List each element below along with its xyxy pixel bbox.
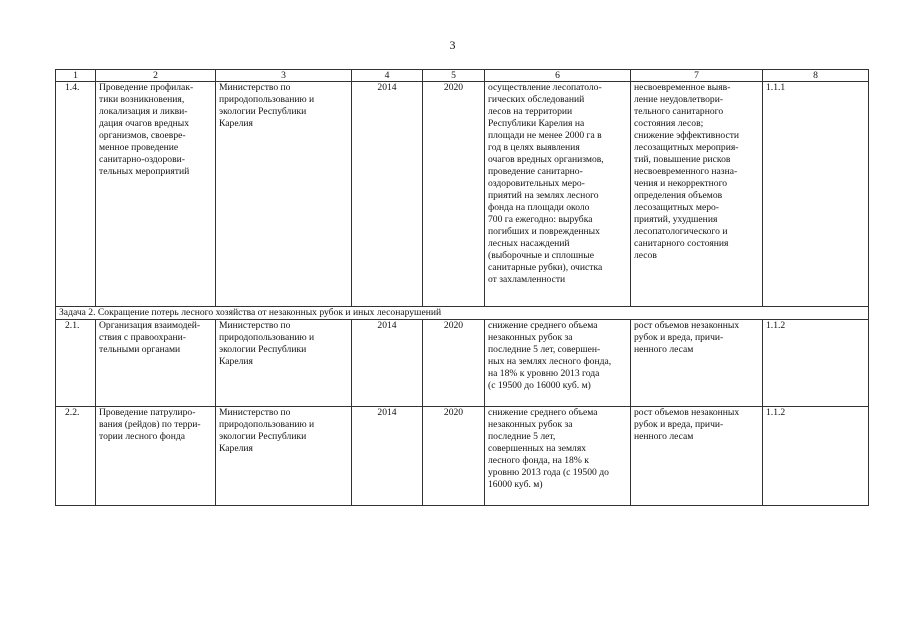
table-row bbox=[56, 320, 869, 407]
column-number-6: 6 bbox=[485, 70, 631, 82]
task-2-title: Задача 2. Сокращение потерь лесного хозяйства от незаконных рубок и иных лесонарушений bbox=[56, 307, 869, 320]
table-row bbox=[56, 407, 869, 506]
measure-number: 1.4. bbox=[56, 82, 96, 307]
column-number-4: 4 bbox=[352, 70, 423, 82]
column-number-3: 3 bbox=[216, 70, 352, 82]
measure-activity: Проведение профилак- тики возникновения, локализация и ликви- дация очагов вредных организмов, своевре- менное проведение санитарно-оздорови- тельных мероприятий bbox=[96, 82, 216, 307]
column-number-5: 5 bbox=[423, 70, 485, 82]
measure-end-year: 2020 bbox=[423, 82, 485, 307]
measures-table bbox=[55, 69, 869, 506]
measure-start-year: 2014 bbox=[352, 320, 423, 407]
measure-expected-result: снижение среднего объема незаконных рубок за последние 5 лет, совершен- ных на землях лесного фонда, на 18% к уровню 2013 года (с 19500 до 16000 куб. м) bbox=[485, 320, 631, 407]
measure-expected-result: снижение среднего объема незаконных рубок за последние 5 лет, совершенных на землях лесного фонда, на 18% к уровню 2013 года (с 19500 до 16000 куб. м) bbox=[485, 407, 631, 506]
column-number-7: 7 bbox=[631, 70, 763, 82]
measure-indicator: 1.1.2 bbox=[763, 407, 869, 506]
measure-consequences: рост объемов незаконных рубок и вреда, причи- ненного лесам bbox=[631, 320, 763, 407]
column-number-1: 1 bbox=[56, 70, 96, 82]
measure-consequences: несвоевременное выяв- ление неудовлетвори- тельного санитарного состояния лесов; снижение эффективности лесозащитных мероприя- тий, повышение рисков несвоевременного назна- чения и некорректного определения объемов лесозащитных меро- приятий, ухудшения лесопатологического и санитарного состояния лесов bbox=[631, 82, 763, 307]
measure-indicator: 1.1.2 bbox=[763, 320, 869, 407]
measure-number: 2.2. bbox=[56, 407, 96, 506]
measure-indicator: 1.1.1 bbox=[763, 82, 869, 307]
column-number-2: 2 bbox=[96, 70, 216, 82]
measure-start-year: 2014 bbox=[352, 407, 423, 506]
column-number-8: 8 bbox=[763, 70, 869, 82]
measure-end-year: 2020 bbox=[423, 407, 485, 506]
measure-end-year: 2020 bbox=[423, 320, 485, 407]
measure-number: 2.1. bbox=[56, 320, 96, 407]
measure-executor: Министерство по природопользованию и экологии Республики Карелия bbox=[216, 320, 352, 407]
measure-expected-result: осуществление лесопатоло- гических обследований лесов на территории Республики Карелия на площади не менее 2000 га в год в целях выявления очагов вредных организмов, проведение санитарно- оздоровительных меро- приятий на землях лесного фонда на площади около 700 га ежегодно: вырубка погибших и поврежденных лесных насаждений (выборочные и сплошные санитарные рубки), очистка от захламленности bbox=[485, 82, 631, 307]
measure-executor: Министерство по природопользованию и экологии Республики Карелия bbox=[216, 82, 352, 307]
column-number-header-row bbox=[56, 70, 869, 82]
measure-executor: Министерство по природопользованию и экологии Республики Карелия bbox=[216, 407, 352, 506]
task-row bbox=[56, 307, 869, 320]
measure-activity: Проведение патрулиро- вания (рейдов) по терри- тории лесного фонда bbox=[96, 407, 216, 506]
measure-start-year: 2014 bbox=[352, 82, 423, 307]
measure-consequences: рост объемов незаконных рубок и вреда, причи- ненного лесам bbox=[631, 407, 763, 506]
table-row bbox=[56, 82, 869, 307]
page-number: 3 bbox=[449, 38, 456, 52]
measure-activity: Организация взаимодей- ствия с правоохрани- тельными органами bbox=[96, 320, 216, 407]
